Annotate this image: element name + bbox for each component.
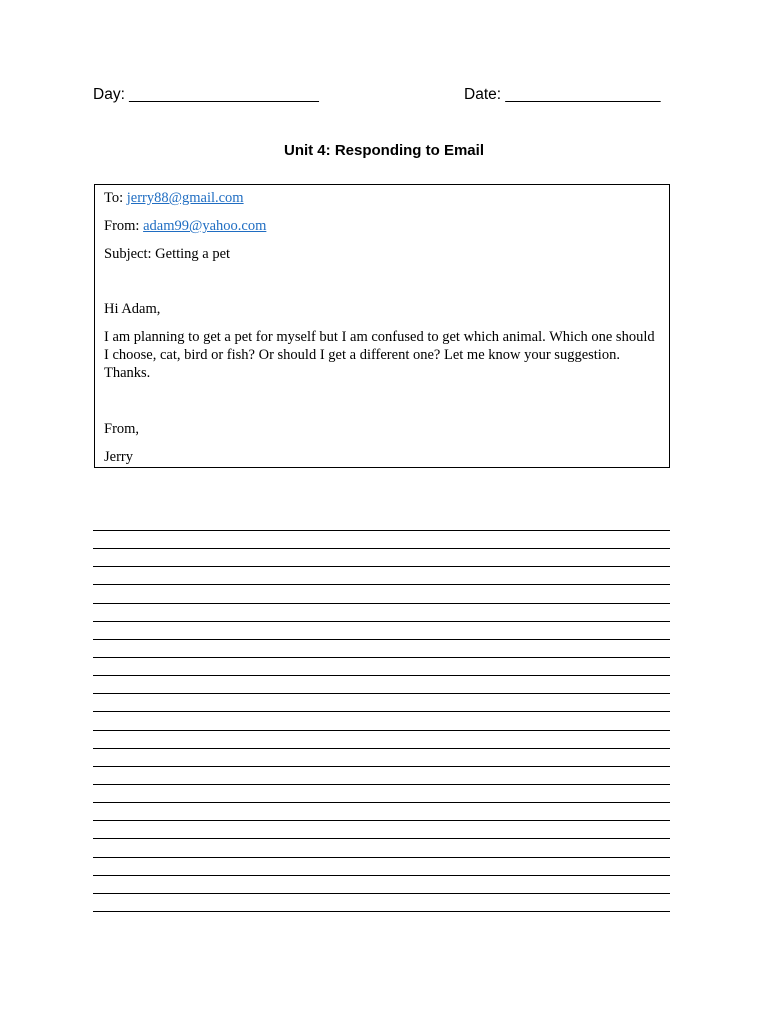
email-to-label: To: bbox=[104, 190, 124, 206]
email-from-link[interactable]: adam99@yahoo.com bbox=[143, 218, 267, 234]
answer-line[interactable] bbox=[93, 857, 670, 858]
answer-line[interactable] bbox=[93, 693, 670, 694]
answer-line[interactable] bbox=[93, 748, 670, 749]
email-to-link[interactable]: jerry88@gmail.com bbox=[126, 190, 244, 206]
email-from-line bbox=[104, 217, 659, 235]
answer-line[interactable] bbox=[93, 548, 670, 549]
answer-line[interactable] bbox=[93, 621, 670, 622]
email-subject-label: Subject: bbox=[104, 246, 152, 262]
email-body: I am planning to get a pet for myself but I am confused to get which animal. Which one should I choose, cat, bird or fish? Or should I get a different one? Let me know your suggestion. Thanks. bbox=[104, 329, 655, 381]
page-title: Unit 4: Responding to Email bbox=[283, 142, 484, 159]
answer-line[interactable] bbox=[93, 911, 670, 912]
email-subject-value: Getting a pet bbox=[155, 246, 231, 262]
answer-line[interactable] bbox=[93, 875, 670, 876]
day-field: Day: ______________________ bbox=[93, 86, 319, 103]
answer-line[interactable] bbox=[93, 820, 670, 821]
answer-line[interactable] bbox=[93, 838, 670, 839]
answer-writing-area[interactable] bbox=[93, 530, 670, 929]
answer-line[interactable] bbox=[93, 730, 670, 731]
answer-line[interactable] bbox=[93, 784, 670, 785]
answer-line[interactable] bbox=[93, 657, 670, 658]
email-subject-line bbox=[104, 245, 659, 263]
answer-line[interactable] bbox=[93, 566, 670, 567]
email-closing: From, bbox=[104, 421, 140, 437]
answer-line[interactable] bbox=[93, 766, 670, 767]
answer-line[interactable] bbox=[93, 893, 670, 894]
email-box bbox=[94, 184, 670, 468]
answer-line[interactable] bbox=[93, 639, 670, 640]
answer-line[interactable] bbox=[93, 603, 670, 604]
email-from-label: From: bbox=[104, 218, 140, 234]
answer-line[interactable] bbox=[93, 584, 670, 585]
email-signature: Jerry bbox=[104, 449, 133, 465]
answer-line[interactable] bbox=[93, 711, 670, 712]
answer-line[interactable] bbox=[93, 802, 670, 803]
answer-line[interactable] bbox=[93, 675, 670, 676]
email-to-line bbox=[104, 189, 659, 207]
date-field: Date: __________________ bbox=[464, 86, 661, 103]
answer-line[interactable] bbox=[93, 530, 670, 531]
email-greeting: Hi Adam, bbox=[104, 301, 161, 317]
